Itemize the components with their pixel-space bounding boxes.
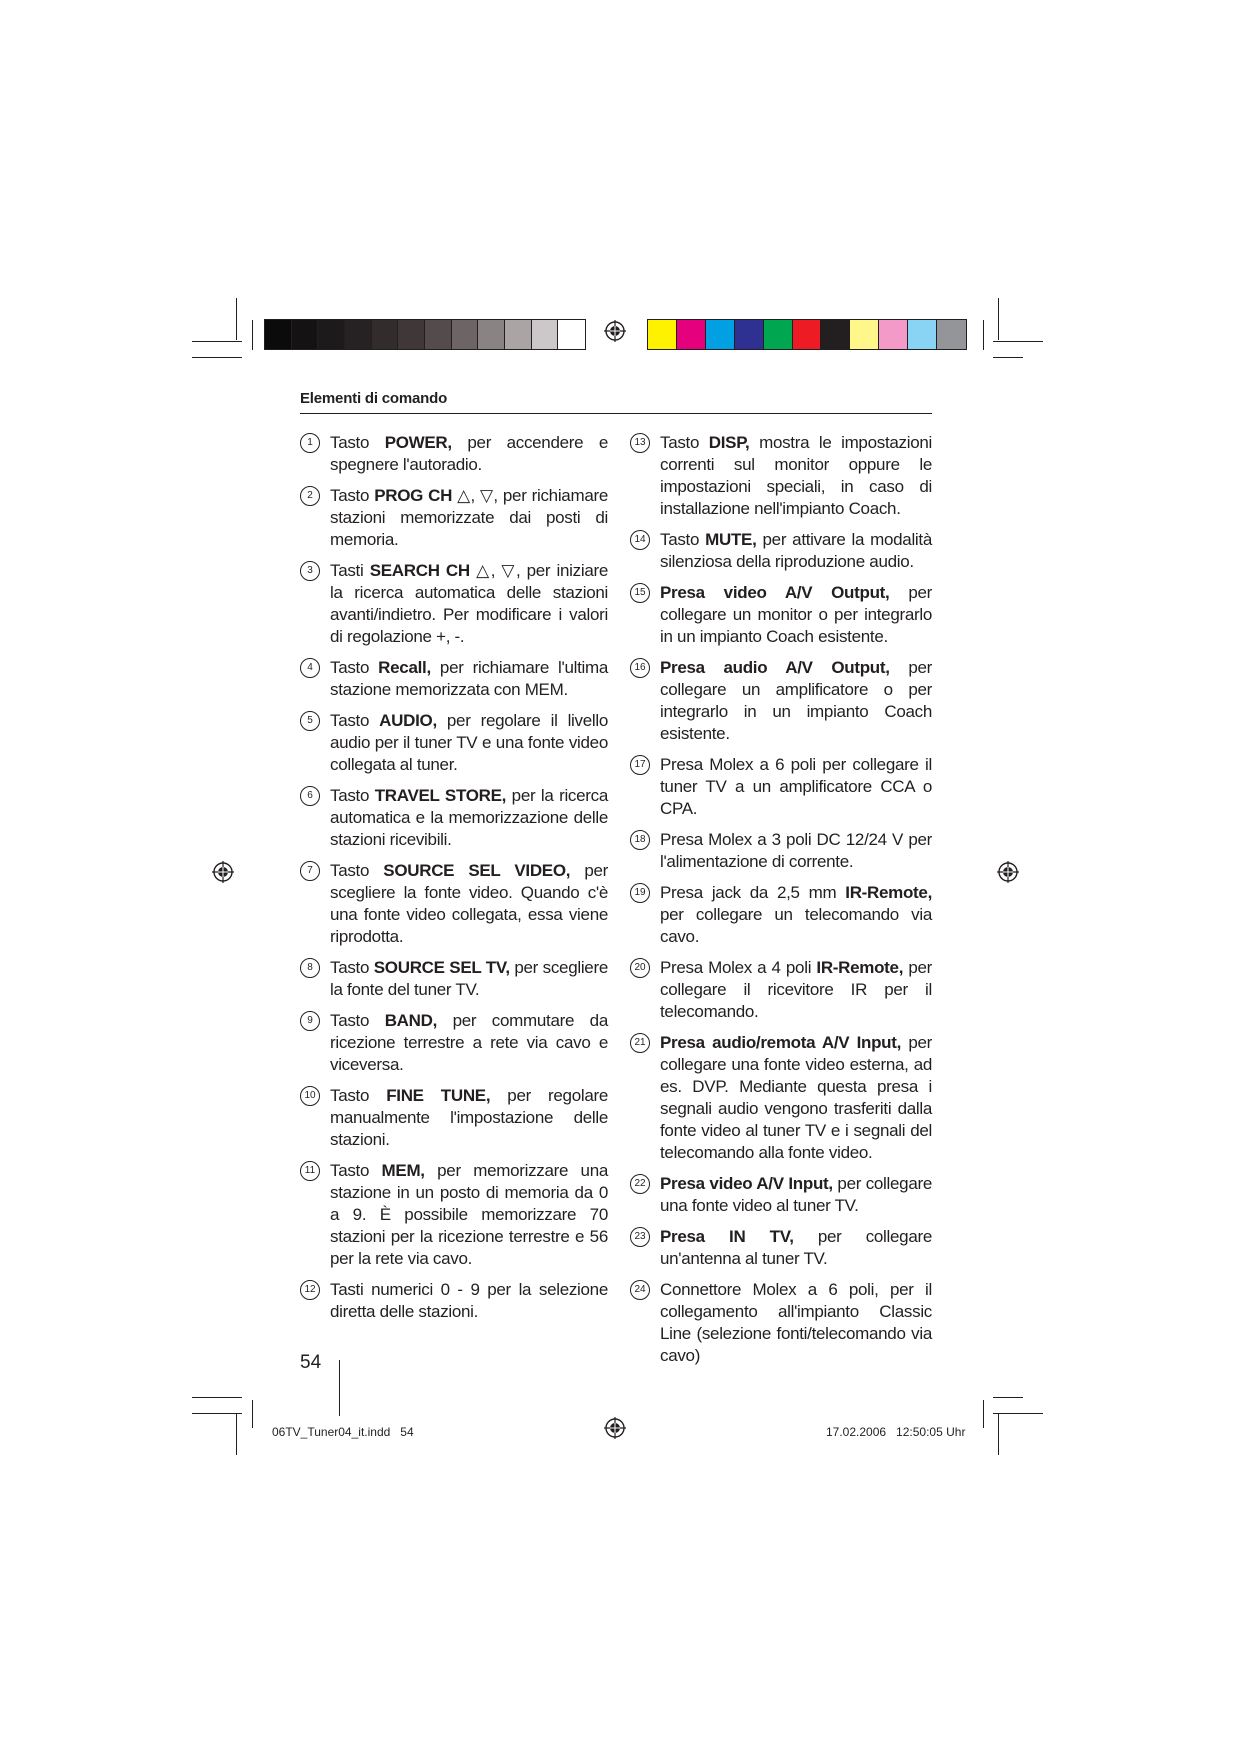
crop-mark (998, 298, 999, 340)
registration-mark-icon (604, 1417, 626, 1439)
item-text (660, 1280, 932, 1365)
registration-mark-icon (604, 320, 626, 342)
item-text (330, 486, 608, 549)
item-text (330, 1086, 608, 1149)
color-swatch (292, 320, 319, 349)
item-description: Tasto (330, 861, 384, 880)
list-item (300, 785, 608, 851)
list-item (630, 529, 932, 573)
crop-mark (236, 1413, 237, 1455)
item-number-badge: 23 (630, 1227, 650, 1247)
crop-mark (993, 357, 1023, 358)
list-item (630, 657, 932, 745)
item-text (660, 433, 932, 518)
item-text (660, 883, 932, 946)
color-swatch (764, 320, 793, 349)
item-keyword: Presa video A/V Output, (660, 583, 890, 602)
item-description: per memorizzare una stazione in un posto di memoria da 0 a 9. È possibile memorizzare 70 stazioni per la ricezione terrestre e 56 per la rete via cavo. (330, 1161, 609, 1268)
item-description: Tasto (330, 1161, 382, 1180)
right-column (630, 432, 932, 1376)
item-description: per collegare una fonte video esterna, ad es. DVP. Mediante questa presa i segnali audio vengono trasferiti dalla fonte video al tuner TV e i segnali del telecomando alla fonte video. (660, 1033, 933, 1162)
crop-mark (192, 357, 242, 358)
color-swatch (793, 320, 822, 349)
color-swatch (706, 320, 735, 349)
list-item (630, 1279, 932, 1367)
item-description: per collegare una fonte video al tuner TV. (660, 1174, 932, 1215)
item-description: Tasto (660, 433, 709, 452)
item-description: Tasto (330, 711, 380, 730)
item-number-badge: 6 (300, 786, 320, 806)
list-item (630, 754, 932, 820)
color-swatch (265, 320, 292, 349)
crop-mark (252, 320, 253, 350)
list-item (630, 957, 932, 1023)
item-number-badge: 16 (630, 658, 650, 678)
list-item (630, 829, 932, 873)
item-description: Tasto (330, 1011, 385, 1030)
crop-mark (998, 1413, 999, 1455)
color-swatch (398, 320, 425, 349)
item-number-badge: 19 (630, 883, 650, 903)
item-description: per collegare un telecomando via cavo. (660, 905, 932, 946)
item-keyword: Presa IN TV, (660, 1227, 794, 1246)
crop-mark (983, 1400, 984, 1428)
item-description: per collegare un monitor o per integrarlo in un impianto Coach esistente. (660, 583, 933, 646)
item-keyword: SEARCH CH (369, 561, 470, 580)
item-text (330, 433, 608, 474)
item-number-badge: 20 (630, 958, 650, 978)
color-swatch (735, 320, 764, 349)
color-swatch (677, 320, 706, 349)
item-text (330, 1280, 608, 1321)
crop-mark (192, 1413, 242, 1414)
color-swatch (425, 320, 452, 349)
item-description: Tasti numerici 0 - 9 per la selezione diretta delle stazioni. (330, 1280, 608, 1321)
crop-mark (192, 341, 242, 342)
item-description: Tasto (660, 530, 706, 549)
crop-mark (993, 1397, 1023, 1398)
item-text (660, 1227, 932, 1268)
item-keyword: BAND, (384, 1011, 438, 1030)
item-number-badge: 15 (630, 583, 650, 603)
item-keyword: Recall, (378, 658, 431, 677)
crop-mark (993, 1413, 1043, 1414)
item-description: Presa jack da 2,5 mm (660, 883, 846, 902)
item-description: Tasto (330, 433, 385, 452)
list-item (630, 1032, 932, 1164)
color-swatch (937, 320, 966, 349)
item-keyword: TRAVEL STORE, (374, 786, 507, 805)
page-number: 54 (300, 1352, 322, 1373)
file-slug: 06TV_Tuner04_it.indd 54 (272, 1425, 414, 1439)
item-text (330, 658, 608, 699)
crop-mark (192, 1397, 242, 1398)
item-description: Presa Molex a 6 poli per collegare il tuner TV a un amplificatore CCA o CPA. (660, 755, 932, 818)
color-swatch (908, 320, 937, 349)
grayscale-color-bar (264, 319, 586, 350)
color-swatch (821, 320, 850, 349)
item-description: per scegliere la fonte del tuner TV. (330, 958, 608, 999)
list-item (630, 882, 932, 948)
item-number-badge: 7 (300, 861, 320, 881)
color-swatch (345, 320, 372, 349)
item-number-badge: 17 (630, 755, 650, 775)
item-number-badge: 3 (300, 561, 320, 581)
item-keyword: AUDIO, (379, 711, 437, 730)
crop-mark (983, 320, 984, 350)
item-description: Tasti (330, 561, 370, 580)
color-swatch (879, 320, 908, 349)
registration-mark-icon (997, 861, 1019, 883)
item-keyword: Presa audio/remota A/V Input, (660, 1033, 902, 1052)
list-item (300, 432, 608, 476)
item-text (660, 830, 932, 871)
item-keyword: IR-Remote, (816, 958, 904, 977)
list-item (300, 860, 608, 948)
item-description: Tasto (330, 786, 375, 805)
list-item (300, 560, 608, 648)
item-number-badge: 5 (300, 711, 320, 731)
list-item (300, 485, 608, 551)
item-number-badge: 1 (300, 433, 320, 453)
item-description: Presa Molex a 4 poli (660, 958, 817, 977)
item-description: per collegare un'antenna al tuner TV. (660, 1227, 932, 1268)
item-description: per richiamare l'ultima stazione memorizzata con MEM. (330, 658, 608, 699)
left-column (300, 432, 608, 1332)
item-number-badge: 18 (630, 830, 650, 850)
item-description: per scegliere la fonte video. Quando c'è una fonte video collegata, essa viene riprodotta. (330, 861, 608, 946)
section-title: Elementi di comando (300, 390, 448, 407)
crop-mark (993, 341, 1043, 342)
color-swatch (372, 320, 399, 349)
registration-mark-icon (212, 861, 234, 883)
item-description: per attivare la modalità silenziosa della riproduzione audio. (660, 530, 932, 571)
color-swatch (648, 320, 677, 349)
item-description: mostra le impostazioni correnti sul monitor oppure le impostazioni speciali, in caso di installazione nell'impianto Coach. (660, 433, 932, 518)
item-description: per regolare manualmente l'impostazione delle stazioni. (330, 1086, 608, 1149)
color-swatch (478, 320, 505, 349)
list-item (300, 1010, 608, 1076)
item-description: per collegare il ricevitore IR per il telecomando. (660, 958, 933, 1021)
list-item (300, 710, 608, 776)
item-keyword: MUTE, (705, 530, 757, 549)
item-keyword: Presa video A/V Input, (660, 1174, 833, 1193)
item-text (660, 958, 932, 1021)
color-swatch (452, 320, 479, 349)
item-keyword: IR-Remote, (845, 883, 932, 902)
list-item (300, 657, 608, 701)
item-text (660, 658, 932, 743)
item-number-badge: 13 (630, 433, 650, 453)
item-description: Tasto (330, 658, 379, 677)
cmyk-color-bar (647, 319, 967, 350)
color-swatch (505, 320, 532, 349)
item-text (660, 755, 932, 818)
list-item (300, 1279, 608, 1323)
item-keyword: FINE TUNE, (386, 1086, 491, 1105)
item-description: Tasto (330, 486, 375, 505)
item-number-badge: 11 (300, 1161, 320, 1181)
item-description: △, ▽, per richiamare stazioni memorizzate dai posti di memoria. (330, 486, 608, 549)
crop-mark (236, 298, 237, 340)
item-text (330, 561, 608, 646)
item-description: △, ▽, per iniziare la ricerca automatica delle stazioni avanti/indietro. Per modificare i valori di regolazione +, -. (330, 561, 608, 646)
list-item (630, 1173, 932, 1217)
item-text (330, 861, 608, 946)
item-number-badge: 21 (630, 1033, 650, 1053)
item-keyword: PROG CH (374, 486, 453, 505)
list-item (630, 432, 932, 520)
item-number-badge: 12 (300, 1280, 320, 1300)
list-item (630, 1226, 932, 1270)
list-item (300, 1160, 608, 1270)
color-swatch (532, 320, 559, 349)
item-text (660, 583, 932, 646)
item-description: Presa Molex a 3 poli DC 12/24 V per l'alimentazione di corrente. (660, 830, 932, 871)
item-text (330, 1161, 608, 1268)
list-item (300, 957, 608, 1001)
color-swatch (850, 320, 879, 349)
item-text (330, 1011, 608, 1074)
item-text (330, 958, 608, 999)
page-number-rule (339, 1360, 340, 1416)
item-text (660, 1033, 932, 1162)
crop-mark (252, 1400, 253, 1428)
item-number-badge: 2 (300, 486, 320, 506)
item-keyword: DISP, (708, 433, 750, 452)
item-keyword: Presa audio A/V Output, (660, 658, 890, 677)
item-keyword: POWER, (384, 433, 452, 452)
item-description: per commutare da ricezione terrestre a rete via cavo e viceversa. (330, 1011, 608, 1074)
item-description: Tasto (330, 958, 374, 977)
item-description: per regolare il livello audio per il tuner TV e una fonte video collegata al tuner. (330, 711, 608, 774)
item-text (660, 1174, 932, 1215)
item-number-badge: 8 (300, 958, 320, 978)
item-number-badge: 22 (630, 1174, 650, 1194)
list-item (630, 582, 932, 648)
list-item (300, 1085, 608, 1151)
header-rule (300, 413, 932, 414)
item-keyword: SOURCE SEL TV, (373, 958, 510, 977)
item-description: per la ricerca automatica e la memorizzazione delle stazioni ricevibili. (330, 786, 609, 849)
color-swatch (318, 320, 345, 349)
item-text (660, 530, 932, 571)
item-number-badge: 24 (630, 1280, 650, 1300)
item-text (330, 786, 608, 849)
item-number-badge: 10 (300, 1086, 320, 1106)
item-keyword: MEM, (381, 1161, 425, 1180)
item-description: Connettore Molex a 6 poli, per il collegamento all'impianto Classic Line (selezione fonti/telecomando via cavo) (660, 1280, 932, 1365)
item-text (330, 711, 608, 774)
item-number-badge: 4 (300, 658, 320, 678)
item-description: per accendere e spegnere l'autoradio. (330, 433, 608, 474)
date-slug: 17.02.2006 12:50:05 Uhr (826, 1425, 966, 1439)
item-description: per collegare un amplificatore o per integrarlo in un impianto Coach esistente. (660, 658, 932, 743)
item-keyword: SOURCE SEL VIDEO, (383, 861, 571, 880)
item-number-badge: 9 (300, 1011, 320, 1031)
color-swatch (558, 320, 585, 349)
item-number-badge: 14 (630, 530, 650, 550)
item-description: Tasto (330, 1086, 387, 1105)
